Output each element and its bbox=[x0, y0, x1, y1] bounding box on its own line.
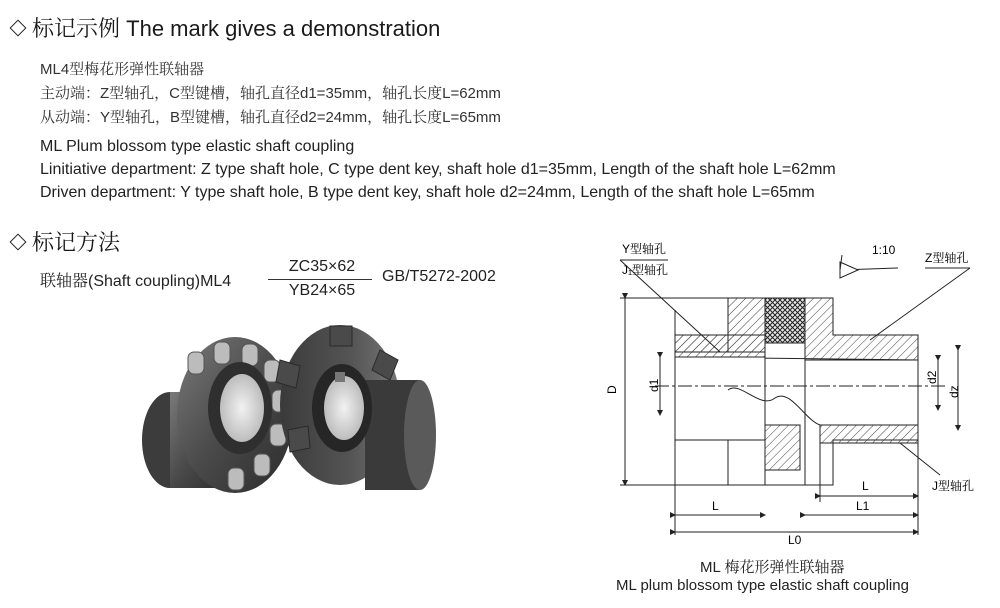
marking-standard: GB/T5272-2002 bbox=[382, 268, 496, 285]
marking-denominator: YB24×65 bbox=[288, 282, 356, 299]
marking-prefix: 联轴器(Shaft coupling)ML4 bbox=[40, 273, 232, 290]
fraction-bar bbox=[268, 279, 372, 280]
label-taper-ratio: 1:10 bbox=[872, 243, 896, 257]
heading-en: The mark gives a demonstration bbox=[126, 16, 441, 41]
label-z-shaft-hole: Z型轴孔 bbox=[925, 251, 969, 265]
caption-en: ML plum blossom type elastic shaft coupling bbox=[616, 577, 909, 594]
dim-L-left: L bbox=[712, 499, 719, 513]
diamond-bullet-icon bbox=[10, 20, 27, 37]
caption-cn: ML 梅花形弹性联轴器 bbox=[700, 559, 845, 576]
section-heading-demonstration bbox=[8, 12, 440, 43]
line-model-en: ML Plum blossom type elastic shaft coupling bbox=[40, 138, 355, 155]
line-driven-en: Driven department: Y type shaft hole, B type dent key, shaft hole d2=24mm, Length of the shaft hole L=65mm bbox=[40, 184, 815, 201]
coupling-3d-illustration bbox=[130, 320, 440, 510]
section-heading-marking-method bbox=[8, 226, 120, 257]
dim-L1: L1 bbox=[856, 499, 870, 513]
coupling-section-drawing bbox=[600, 240, 995, 550]
diamond-bullet-icon bbox=[10, 234, 27, 251]
dim-dz: dz bbox=[947, 385, 961, 398]
marking-numerator: ZC35×62 bbox=[288, 258, 356, 275]
label-j-shaft-hole: J型轴孔 bbox=[932, 479, 975, 493]
dim-D: D bbox=[605, 385, 619, 394]
dim-d1: d1 bbox=[647, 378, 661, 392]
label-y-shaft-hole: Y型轴孔 bbox=[622, 242, 667, 256]
heading-marking-method: 标记方法 bbox=[32, 230, 121, 255]
line-driving-en: Linitiative department: Z type shaft hole, C type dent key, shaft hole d1=35mm, Length of the shaft hole L=62mm bbox=[40, 161, 836, 178]
dim-d2: d2 bbox=[925, 370, 939, 384]
drawing-geometry bbox=[675, 298, 918, 485]
heading-cn: 标记示例 bbox=[32, 16, 121, 41]
dim-L0: L0 bbox=[788, 533, 802, 547]
line-model: ML4型梅花形弹性联轴器 bbox=[40, 61, 205, 78]
line-driven-cn: 从动端：Y型轴孔，B型键槽，轴孔直径d2=24mm，轴孔长度L=65mm bbox=[40, 109, 501, 126]
dim-L-right: L bbox=[862, 479, 869, 493]
line-driving-cn: 主动端：Z型轴孔，C型键槽，轴孔直径d1=35mm，轴孔长度L=62mm bbox=[40, 85, 501, 102]
label-j1-shaft-hole: J₁型轴孔 bbox=[622, 263, 669, 277]
